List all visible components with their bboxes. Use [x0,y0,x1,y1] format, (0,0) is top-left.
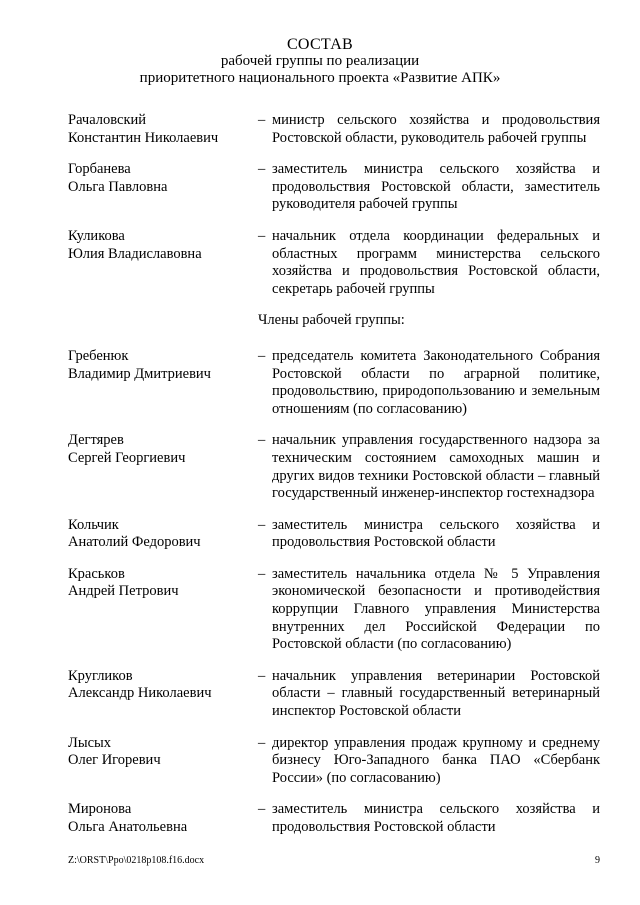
position-description: председатель комитета Законодательного Собрания Ростовской области по аграрной политике, продовольствию, природопользованию и земельным отношениям (по согласованию) [272,347,600,417]
given-name: Олег Игоревич [68,752,161,769]
dash: – [258,667,266,684]
title-line-3: приоритетного национального проекта «Развитие АПК» [139,70,501,86]
person-name [68,112,258,147]
given-name: Ольга Павловна [68,178,168,195]
person-name [68,228,258,298]
person-name [68,432,258,502]
position-description: министр сельского хозяйства и продовольствия Ростовской области, руководитель рабочей группы [272,112,600,146]
person-name [68,161,258,214]
title-line-1: СОСТАВ [286,36,354,53]
document-title [0,36,640,87]
surname: Кругликов [68,667,133,684]
position-description: начальник управления государственного надзора за техническим состоянием самоходных машин и других видов техники Ростовской области – главный государственный инженер-инспектор гостехнадзора [272,432,600,502]
position-description: заместитель министра сельского хозяйства и продовольствия Ростовской области [272,801,600,835]
given-name: Александр Николаевич [68,685,212,702]
list-item [68,228,600,298]
page-number: 9 [595,855,600,866]
dash: – [258,347,266,364]
given-name: Сергей Георгиевич [68,449,186,466]
position-description: заместитель министра сельского хозяйства и продовольствия Ростовской области, заместитель руководителя рабочей группы [272,161,600,213]
position-description: заместитель начальника отдела № 5 Управления экономической безопасности и противодействия коррупции Главного управления Министерства внутренних дел Российской Федерации по Ростовской области (по согласованию) [272,565,600,653]
dash: – [258,801,266,818]
person-name [68,735,258,788]
given-name: Юлия Владиславовна [68,245,202,262]
list-item [68,161,600,214]
file-path: Z:\ORST\Ppo\0218p108.f16.docx [68,855,205,866]
person-name [68,668,258,721]
surname: Гребенюк [68,347,129,364]
given-name: Владимир Дмитриевич [68,365,211,382]
page-footer [68,855,600,866]
dash: – [258,432,266,449]
given-name: Константин Николаевич [68,129,219,146]
position-description: начальник управления ветеринарии Ростовской области – главный государственный ветеринарный инспектор Ростовской области [272,667,600,720]
given-name: Андрей Петрович [68,583,179,600]
dash: – [258,161,266,178]
given-name: Анатолий Федорович [68,534,201,551]
surname: Рачаловский [68,112,147,128]
given-name: Ольга Анатольевна [68,819,188,835]
dash: – [258,112,266,128]
list-item [68,566,600,654]
surname: Куликова [68,227,125,244]
list-item [68,668,600,721]
title-line-2: рабочей группы по реализации [220,53,420,69]
list-item [68,348,600,418]
person-name [68,517,258,552]
list-item [68,735,600,788]
list-item [68,517,600,552]
members-heading: Члены рабочей группы: [258,312,405,329]
person-name [68,801,258,836]
position-description: начальник отдела координации федеральных и областных программ министерства сельского хозяйства и продовольствия Ростовской области, секретарь рабочей группы [272,227,600,297]
person-name [68,348,258,418]
person-name [68,566,258,654]
dash: – [258,565,266,582]
surname: Краськов [68,565,125,582]
surname: Миронова [68,801,132,818]
list-item [68,112,600,147]
composition-list [68,112,600,837]
position-description: директор управления продаж крупному и среднему бизнесу Юго-Западного банка ПАО «Сбербанк России» (по согласованию) [272,734,600,786]
position-description: заместитель министра сельского хозяйства и продовольствия Ростовской области [272,516,600,551]
surname: Горбанева [68,161,131,178]
surname: Лысых [68,734,112,751]
dash: – [258,227,266,244]
surname: Кольчик [68,516,119,533]
list-item [68,432,600,502]
surname: Дегтярев [68,432,124,449]
dash: – [258,734,266,751]
list-item [68,801,600,836]
dash: – [258,516,266,533]
